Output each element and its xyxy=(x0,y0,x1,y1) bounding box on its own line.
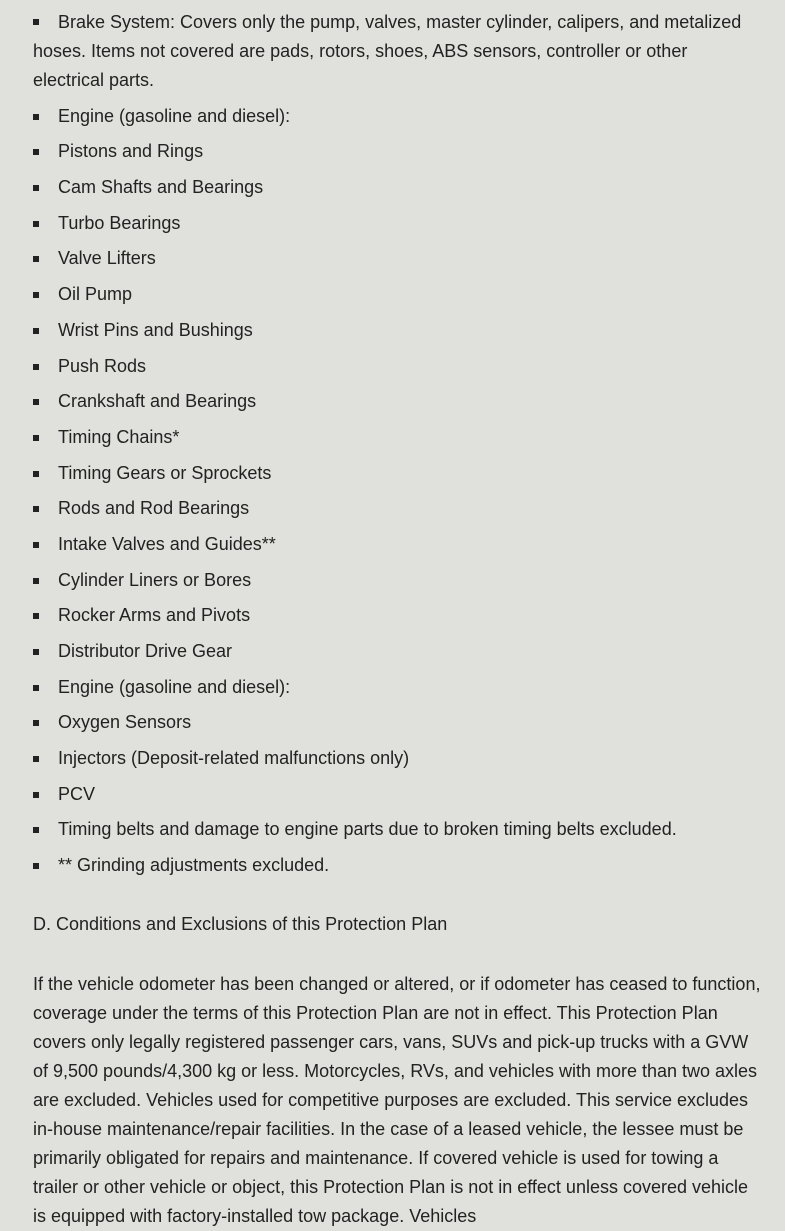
list-item-text: Valve Lifters xyxy=(58,248,156,269)
square-bullet-icon xyxy=(33,471,39,477)
list-item-text: Timing Chains* xyxy=(58,426,180,447)
square-bullet-icon xyxy=(33,19,39,25)
square-bullet-icon xyxy=(33,364,39,370)
list-item-text: PCV xyxy=(58,783,96,804)
square-bullet-icon xyxy=(33,863,39,869)
conditions-paragraph: If the vehicle odometer has been changed or altered, or if odometer has ceased to function, coverage under the terms of this Protection Plan are not in effect. This Protection Plan covers only legally registered passenger cars, vans, SUVs and pick-up trucks with a GVW of 9,500 pounds/4,300 kg or less. Motorcycles, RVs, and vehicles with more than two axles are excluded. Vehicles used for competitive purposes are excluded. This service excludes in-house maintenance/repair facilities. In the case of a leased vehicle, the lessee must be primarily obligated for repairs and maintenance. If covered vehicle is used for towing a trailer or other vehicle or object, this Protection Plan is not in effect unless covered vehicle is equipped with factory-installed tow package. Vehicles xyxy=(33,974,761,1226)
square-bullet-icon xyxy=(33,149,39,155)
list-item xyxy=(33,494,758,523)
list-item xyxy=(33,459,758,488)
square-bullet-icon xyxy=(33,720,39,726)
square-bullet-icon xyxy=(33,578,39,584)
list-item xyxy=(33,601,758,630)
list-item xyxy=(33,387,758,416)
list-item-text: Wrist Pins and Bushings xyxy=(58,319,253,340)
list-item-text: Distributor Drive Gear xyxy=(58,641,233,661)
list-item-text: Timing Gears or Sprockets xyxy=(58,462,272,483)
list-item xyxy=(33,137,758,166)
list-item-text: Turbo Bearings xyxy=(58,212,181,233)
list-item xyxy=(33,423,758,452)
square-bullet-icon xyxy=(33,649,39,655)
list-item-text: Pistons and Rings xyxy=(58,141,204,162)
list-item xyxy=(33,708,758,737)
list-item-text: Cylinder Liners or Bores xyxy=(58,569,252,590)
square-bullet-icon xyxy=(33,435,39,441)
list-item xyxy=(33,780,758,809)
list-item xyxy=(33,8,758,95)
list-item-text: ** Grinding adjustments excluded. xyxy=(58,855,330,876)
square-bullet-icon xyxy=(33,328,39,334)
square-bullet-icon xyxy=(33,114,39,120)
list-item xyxy=(33,851,758,880)
coverage-list-container xyxy=(33,8,758,887)
list-item-text: Oxygen Sensors xyxy=(58,712,192,733)
list-item-text: Rods and Rod Bearings xyxy=(58,498,250,519)
square-bullet-icon xyxy=(33,506,39,512)
list-item xyxy=(33,744,758,773)
list-item-text: Push Rods xyxy=(58,355,147,376)
list-item xyxy=(33,815,758,844)
list-item xyxy=(33,209,758,238)
square-bullet-icon xyxy=(33,399,39,405)
list-item-text: Oil Pump xyxy=(58,284,133,305)
list-item xyxy=(33,566,758,595)
square-bullet-icon xyxy=(33,685,39,691)
list-item-text: Injectors (Deposit-related malfunctions only) xyxy=(58,748,410,769)
square-bullet-icon xyxy=(33,292,39,298)
list-item xyxy=(33,316,758,345)
list-item-text: Crankshaft and Bearings xyxy=(58,391,257,412)
list-item xyxy=(33,673,758,702)
list-item xyxy=(33,530,758,559)
list-item xyxy=(33,352,758,381)
square-bullet-icon xyxy=(33,542,39,548)
square-bullet-icon xyxy=(33,613,39,619)
square-bullet-icon xyxy=(33,256,39,262)
list-item-text: Engine (gasoline and diesel): xyxy=(58,105,291,126)
square-bullet-icon xyxy=(33,827,39,833)
square-bullet-icon xyxy=(33,221,39,227)
list-item-text: Cam Shafts and Bearings xyxy=(58,177,264,198)
list-item-text: Brake System: Covers only the pump, valves, master cylinder, calipers, and metalized hoses. Items not covered are pads, rotors, shoes, ABS sensors, controller or other electrical parts. xyxy=(33,12,742,90)
list-item xyxy=(33,637,758,666)
list-item xyxy=(33,173,758,202)
list-item xyxy=(33,244,758,273)
coverage-list xyxy=(33,8,758,880)
square-bullet-icon xyxy=(33,756,39,762)
square-bullet-icon xyxy=(33,185,39,191)
list-item-text: Intake Valves and Guides** xyxy=(58,533,276,554)
list-item xyxy=(33,280,758,309)
section-heading: D. Conditions and Exclusions of this Protection Plan xyxy=(33,914,448,934)
square-bullet-icon xyxy=(33,792,39,798)
list-item-text: Rocker Arms and Pivots xyxy=(58,605,251,626)
list-item xyxy=(33,102,758,131)
list-item-text: Engine (gasoline and diesel): xyxy=(58,676,291,697)
list-item-text: Timing belts and damage to engine parts due to broken timing belts excluded. xyxy=(58,819,677,840)
